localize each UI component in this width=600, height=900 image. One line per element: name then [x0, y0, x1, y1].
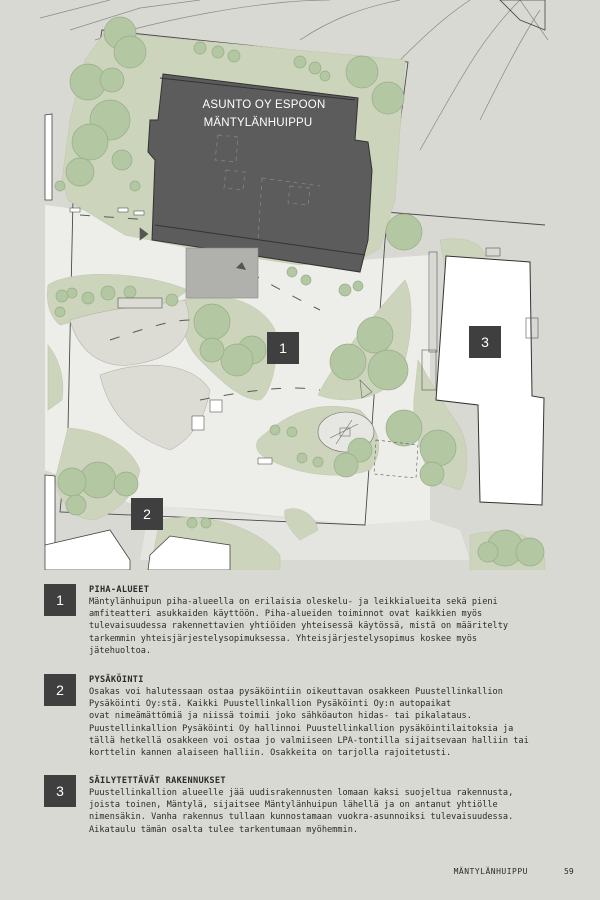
footer-title: MÄNTYLÄNHUIPPU	[453, 867, 528, 876]
building-label-line1: ASUNTO OY ESPOON	[202, 99, 326, 111]
svg-text:2: 2	[143, 506, 151, 522]
svg-text:3: 3	[481, 334, 489, 350]
legend-title-2: PYSÄKÖINTI	[89, 675, 144, 685]
map-marker-3	[469, 326, 501, 358]
legend-body-3: Puustellinkallion alueelle jää uudisrakennusten lomaan kaksi suojeltua rakennusta, joista toinen, Mäntylä, sijaitsee Mäntylänhuipun lähellä ja on antanut yhtiölle nimensäkin. Vanha rakennus tullaan kunnostamaan vuokra-asunnoiksi tulevaisuudessa. Aikataulu tämän osalta tulee tarkentumaan myöhemmin.	[89, 788, 514, 835]
legend-badge-3: 3	[44, 775, 76, 807]
legend-badge-2: 2	[44, 674, 76, 706]
svg-text:1: 1	[279, 340, 287, 356]
page-number: 59	[564, 867, 574, 876]
map-marker-2	[131, 498, 163, 530]
legend-title-1: PIHA-ALUEET	[89, 585, 150, 595]
legend-body-1: Mäntylänhuipun piha-alueella on erilaisia oleskelu- ja leikkialueita sekä pieni amfiteatteri asukkaiden käyttöön. Piha-alueiden toiminnot ovat kaikkien myös tulevaisuudessa rakennettavien yhtiöiden yhteisessä käytössä, mistä on määritelty tarkemmin yhteisjärjestelysopimuksessa. Yhteisjärjestelysopimus koskee myös jätehuoltoa.	[89, 597, 509, 656]
legend-title-3: SÄILYTETTÄVÄT RAKENNUKSET	[89, 776, 226, 786]
legend-body-2: Osakas voi halutessaan ostaa pysäköintiin oikeuttavan osakkeen Puustellinkallion Pysäköinti Oy:stä. Kaikki Puustellinkallion Pysäköinti Oy:n autopaikat ovat nimeämättömiä ja niissä toimii joko sähköauton hidas- tai pikalataus. Puustellinkallion Pysäköinti Oy hallinnoi Puustellinkallion pysäköintilaitoksia ja tällä hetkellä osakkeen voi ostaa jo valmiiseen LPA-tontilla sijaitsevaan halliin tai korttelin kannen alaiseen halliin. Osakkeita on tarjolla rajoitetusti.	[89, 687, 529, 759]
legend-badge-1: 1	[44, 584, 76, 616]
building-label-line2: MÄNTYLÄNHUIPPU	[203, 117, 313, 129]
map-marker-1	[267, 332, 299, 364]
